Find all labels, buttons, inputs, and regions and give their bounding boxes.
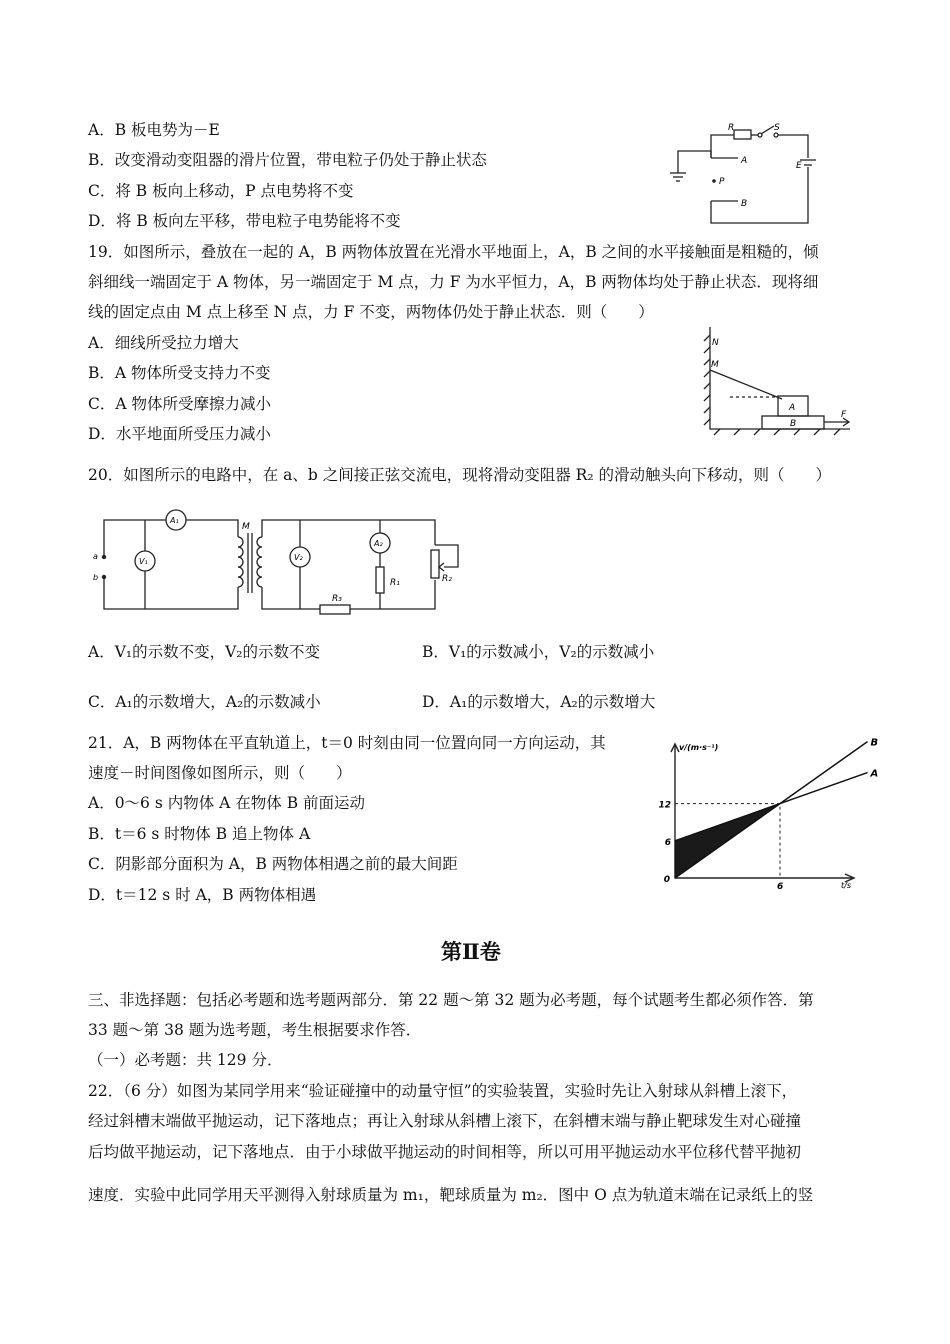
q22-line-3: 后均做平抛运动，记下落地点．由于小球做平抛运动的时间相等，所以可用平抛运动水平位移代替平抛初 — [88, 1143, 802, 1161]
fig20-label-v1: V₁ — [139, 557, 148, 566]
fig18-label-b: B — [741, 199, 748, 209]
q19-stem-line-2: 斜细线一端固定于 A 物体，另一端固定于 M 点，力 F 为水平恒力，A，B 两物体均处于静止状态．现将细 — [88, 273, 819, 291]
q21-velocity-time-chart — [655, 737, 879, 892]
q22-line-4: 速度．实验中此同学用天平测得入射球质量为 m₁，靶球质量为 m₂．图中 O 点为轨道末端在记录纸上的竖 — [88, 1186, 814, 1204]
part2-intro-line-2: 33 题～第 38 题为选考题，考生根据要求作答． — [88, 1021, 422, 1039]
q19-option-d: D．水平地面所受压力减小 — [88, 425, 271, 443]
q21-option-c: C．阴影部分面积为 A，B 两物体相遇之前的最大间距 — [88, 855, 458, 873]
fig18-label-p: P — [719, 177, 725, 187]
fig20-label-b: b — [93, 573, 99, 582]
q20-option-d: D．A₁的示数增大，A₂的示数增大 — [422, 693, 656, 711]
fig19-label-f: F — [841, 410, 847, 420]
q21-stem-line-1: 21．A，B 两物体在平直轨道上，t＝0 时刻由同一位置向同一方向运动，其 — [88, 734, 606, 752]
fig20-label-r2: R₂ — [442, 574, 452, 584]
q20-transformer-circuit — [90, 505, 470, 615]
part2-title: 第Ⅱ卷 — [441, 939, 501, 964]
fig18-label-s: S — [774, 123, 780, 133]
chart-tick-label-y-6: 6 — [664, 837, 671, 848]
fig19-label-n: N — [712, 338, 719, 348]
chart-tick-label-y-12: 12 — [658, 800, 671, 811]
q18-option-d: D．将 B 板向左平移，带电粒子电势能将不变 — [88, 212, 401, 230]
fig18-label-r: R — [728, 123, 735, 133]
chart-series-b — [675, 742, 868, 878]
chart-tick-label-x-0: 0 — [663, 875, 670, 885]
chart-ylabel: v/(m·s⁻¹) — [679, 743, 719, 752]
fig20-label-r1: R₁ — [390, 578, 400, 588]
fig20-label-r3: R₃ — [332, 594, 342, 604]
q20-option-b: B．V₁的示数减小，V₂的示数减小 — [422, 643, 655, 661]
fig18-label-a: A — [741, 156, 748, 166]
q19-option-b: B．A 物体所受支持力不变 — [88, 364, 271, 382]
q21-stem-line-2: 速度－时间图像如图所示，则（ ） — [88, 764, 352, 782]
q19-option-c: C．A 物体所受摩擦力减小 — [88, 395, 271, 413]
q20-option-c: C．A₁的示数增大，A₂的示数减小 — [88, 693, 321, 711]
chart-series-a — [675, 773, 868, 841]
fig20-label-m: M — [242, 522, 250, 532]
chart-series-label-b: B — [870, 737, 879, 749]
fig20-label-a2: A₂ — [374, 539, 383, 548]
fig19-label-a: A — [789, 403, 796, 413]
q21-option-b: B．t＝6 s 时物体 B 追上物体 A — [88, 825, 311, 843]
q19-option-a: A．细线所受拉力增大 — [88, 334, 239, 352]
part2-intro-line-1: 三、非选择题：包括必考题和选考题两部分．第 22 题～第 32 题为必考题，每个试题考生都必须作答．第 — [88, 991, 814, 1009]
fig20-label-v2: V₂ — [294, 553, 303, 562]
q18-circuit-figure — [668, 118, 833, 233]
q22-line-2: 经过斜槽末端做平抛运动，记下落地点；再让入射球从斜槽上滚下，在斜槽末端与静止靶球发生对心碰撞 — [88, 1112, 802, 1130]
q18-option-a: A．B 板电势为－E — [88, 121, 220, 139]
fig20-label-a: a — [93, 552, 98, 561]
q22-line-1: 22．（6 分）如图为某同学用来“验证碰撞中的动量守恒”的实验装置，实验时先让入射球从斜槽上滚下， — [88, 1082, 798, 1100]
fig20-label-a1: A₁ — [170, 516, 179, 525]
q19-stem-line-1: 19．如图所示，叠放在一起的 A，B 两物体放置在光滑水平地面上，A，B 之间的水平接触面是粗糙的，倾 — [88, 243, 819, 261]
chart-series-label-a: A — [870, 768, 879, 780]
chart-tick-label-x-6: 6 — [777, 882, 784, 892]
fig19-label-m: M — [711, 360, 719, 370]
q18-option-b: B．改变滑动变阻器的滑片位置，带电粒子仍处于静止状态 — [88, 151, 487, 169]
q19-stem-line-3: 线的固定点由 M 点上移至 N 点，力 F 不变，两物体仍处于静止状态．则（ ） — [88, 303, 654, 321]
chart-xlabel: t/s — [841, 881, 851, 890]
q21-option-a: A．0～6 s 内物体 A 在物体 B 前面运动 — [88, 794, 366, 812]
q21-option-d: D．t＝12 s 时 A，B 两物体相遇 — [88, 886, 317, 904]
q19-force-figure — [700, 325, 860, 440]
q20-option-a: A．V₁的示数不变，V₂的示数不变 — [88, 643, 321, 661]
fig19-label-b: B — [790, 419, 797, 429]
part2-required-heading: （一）必考题：共 129 分． — [88, 1051, 283, 1069]
q20-stem: 20．如图所示的电路中，在 a、b 之间接正弦交流电，现将滑动变阻器 R₂ 的滑动触头向下移动，则（ ） — [88, 466, 831, 484]
fig18-label-e: E — [796, 161, 802, 171]
q18-option-c: C．将 B 板向上移动，P 点电势将不变 — [88, 182, 354, 200]
